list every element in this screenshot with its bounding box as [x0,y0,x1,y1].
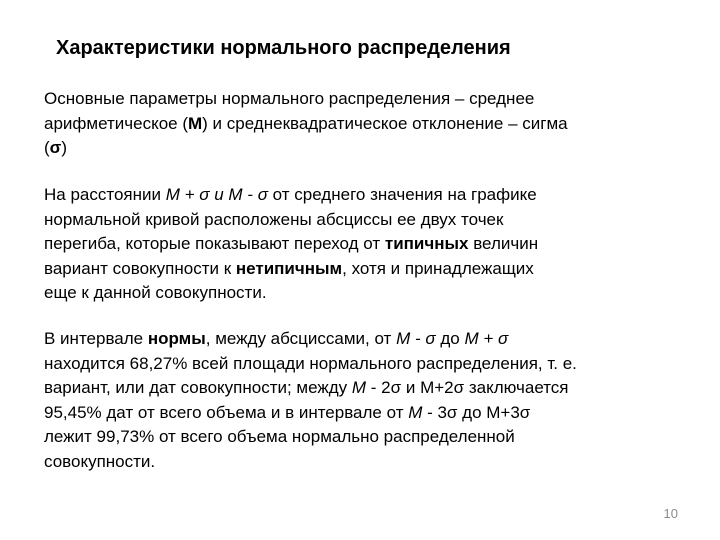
text-line [44,376,577,401]
text-run: до [435,329,465,348]
text-run: вариант, или дат совокупности; между [44,378,352,397]
text-run: На расстоянии [44,185,166,204]
page-number: 10 [663,506,678,521]
text-run: , между абсциссами, от [205,329,397,348]
text-line [44,183,538,208]
text-run: ) [61,138,67,157]
text-run: совокупности. [44,451,156,471]
mean-symbol: М [188,113,203,133]
text-run: находится 68,27% всей площади нормального распределения, т. е. [44,353,577,373]
text-run: ( [44,138,50,157]
paragraph-norm-interval [44,327,577,474]
text-run: арифметическое ( [44,113,188,133]
text-line [44,112,568,137]
text-run: величин [468,234,539,253]
text-line [44,136,568,161]
text-line [44,401,577,426]
emphasis-atypical: нетипичным [235,258,343,278]
text-run: от среднего значения на графике [267,185,537,204]
text-line [44,327,577,352]
mean-symbol: М [408,402,423,422]
text-line [44,232,538,257]
text-run: еще к данной совокупности. [44,283,267,302]
slide-title: Характеристики нормального распределения [56,37,511,59]
text-line [44,257,538,282]
text-run: 95,45% дат от всего объема и в интервале от [44,402,409,422]
formula-m-plus-minus-sigma: М + σ и М - σ [165,185,268,204]
text-line [44,208,538,233]
text-run: - 3σ до М+3σ [422,402,531,422]
text-line [44,281,538,306]
text-run: перегиба, которые показывают переход от [44,234,385,253]
text-run: В интервале [44,329,148,348]
formula-m-minus-sigma: М - σ [396,329,436,348]
paragraph-main-parameters [44,87,568,161]
text-line [44,352,577,377]
text-line [44,450,577,475]
text-line [44,87,568,112]
emphasis-norm: нормы [147,329,206,348]
text-run: Основные параметры нормального распределения – среднее [44,89,535,108]
emphasis-typical: типичных [384,234,469,253]
formula-m-plus-sigma: М + σ [464,329,509,348]
text-line [44,425,577,450]
text-run: - 2σ и М+2σ заключается [366,378,569,397]
text-run: вариант совокупности к [44,258,236,278]
paragraph-inflection-points [44,183,538,306]
text-run: нормальной кривой расположены абсциссы ее двух точек [44,209,504,229]
text-run: ) и среднеквадратическое отклонение – сигма [202,113,568,133]
mean-symbol: М [351,378,367,397]
sigma-symbol: σ [49,138,62,157]
text-run: , хотя и принадлежащих [342,258,534,278]
text-run: лежит 99,73% от всего объема нормально распределенной [44,427,515,446]
